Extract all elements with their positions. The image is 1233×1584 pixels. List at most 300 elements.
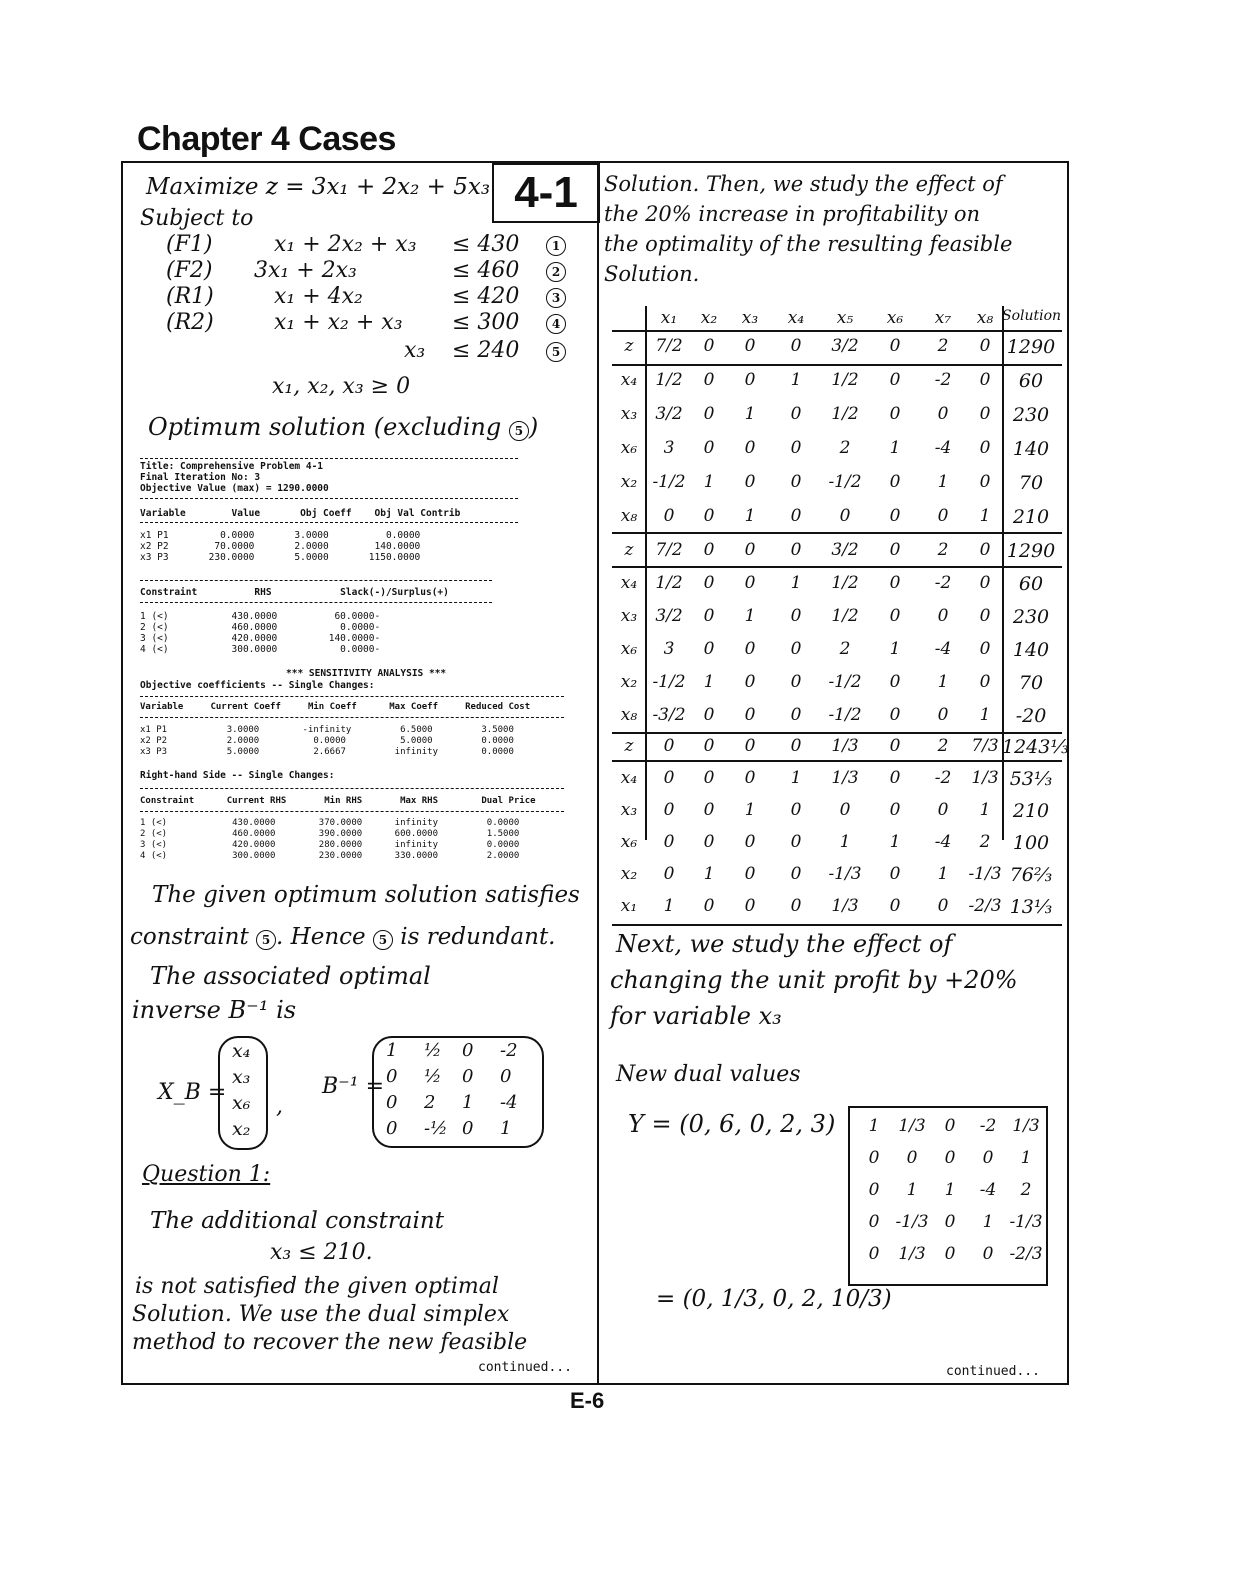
report-divider xyxy=(140,602,492,603)
tableau-cell: 3 xyxy=(663,639,675,659)
tableau-cell: 1/2 xyxy=(831,573,859,593)
binv-entry: 0 xyxy=(462,1118,474,1139)
tableau-cell: 0 xyxy=(979,540,991,560)
tableau-cell: 1/2 xyxy=(831,370,859,390)
binv-label: B⁻¹ = xyxy=(322,1074,385,1099)
tableau-cell: 0 xyxy=(889,705,901,725)
tableau-cell: 0 xyxy=(703,896,715,916)
constraint-expression: x₁ + 4x₂ xyxy=(274,284,363,309)
xb-entry: x₃ xyxy=(232,1066,251,1088)
constraint-rhs: ≤ 460 xyxy=(452,258,520,283)
tableau-cell: 0 xyxy=(979,639,991,659)
right-paragraph-line: Solution. xyxy=(604,262,700,286)
tableau-cell: 0 xyxy=(790,606,802,626)
tableau-cell: 0 xyxy=(744,573,756,593)
tableau-cell: x₆ xyxy=(620,438,638,458)
tableau-cell: 0 xyxy=(979,370,991,390)
tableau-cell: 7/3 xyxy=(971,736,999,756)
tableau-cell: 0 xyxy=(744,736,756,756)
tableau-cell: 1 xyxy=(744,800,756,820)
tableau-cell: 1290 xyxy=(1006,540,1056,562)
tableau-cell: -3/2 xyxy=(652,705,686,725)
tableau-cell: 0 xyxy=(979,472,991,492)
dual-matrix-entry: 1/3 xyxy=(1012,1116,1040,1136)
circled-number: 5 xyxy=(546,342,566,362)
tableau-cell: 0 xyxy=(790,896,802,916)
tableau-cell: 0 xyxy=(937,404,949,424)
constraint-rhs: ≤ 240 xyxy=(452,338,520,363)
tableau-cell: 1 xyxy=(979,800,991,820)
tableau-cell: 0 xyxy=(979,573,991,593)
tableau-cell: 0 xyxy=(979,606,991,626)
tableau-cell: z xyxy=(624,540,634,560)
tableau-cell: 0 xyxy=(889,672,901,692)
tableau-cell: -4 xyxy=(934,438,952,458)
note-line: The given optimum solution satisfies xyxy=(152,882,580,908)
constraint-row: 3 (<) 420.0000 140.0000- xyxy=(140,633,381,644)
tableau-cell: 1/2 xyxy=(831,404,859,424)
tableau-cell: 3/2 xyxy=(831,336,859,356)
tableau-cell: 2 xyxy=(839,639,851,659)
tableau-cell: 0 xyxy=(889,336,901,356)
dual-matrix-entry: 0 xyxy=(944,1244,956,1264)
tableau-cell: 0 xyxy=(937,506,949,526)
tableau-cell: 2 xyxy=(937,540,949,560)
tableau-cell: 70 xyxy=(1018,472,1044,494)
dual-heading: New dual values xyxy=(616,1062,801,1087)
note-text: . Hence xyxy=(276,924,366,950)
tableau-cell: 1 xyxy=(889,832,901,852)
tableau-cell: -1/2 xyxy=(652,472,686,492)
tableau-cell: 1 xyxy=(663,896,675,916)
dual-matrix-entry: 1/3 xyxy=(898,1244,926,1264)
report-iteration: Final Iteration No: 3 xyxy=(140,472,261,483)
binv-entry: 0 xyxy=(462,1066,474,1087)
tableau-cell: 0 xyxy=(790,832,802,852)
tableau-cell: 140 xyxy=(1012,639,1050,661)
tableau-cell: 7/2 xyxy=(655,540,683,560)
tableau-cell: 1/3 xyxy=(831,736,859,756)
dual-matrix-entry: 1/3 xyxy=(898,1116,926,1136)
tableau-cell: -1/3 xyxy=(968,864,1002,884)
tableau-cell: 0 xyxy=(663,736,675,756)
tableau-cell: 0 xyxy=(663,832,675,852)
tableau-cell: 1 xyxy=(937,672,949,692)
tableau-cell: 0 xyxy=(790,336,802,356)
tableau-cell: 0 xyxy=(979,672,991,692)
tableau-cell: x₂ xyxy=(620,864,638,884)
column-divider xyxy=(597,161,599,1383)
question-line: Solution. We use the dual simplex xyxy=(132,1302,510,1327)
rhs-row: 2 (<) 460.0000 390.0000 600.0000 1.5000 xyxy=(140,829,520,839)
binv-entry: 1 xyxy=(500,1118,512,1139)
question-line: is not satisfied the given optimal xyxy=(135,1274,499,1299)
tableau-cell: 0 xyxy=(889,404,901,424)
tableau-cell: 0 xyxy=(790,540,802,560)
tableau-cell: 76⅔ xyxy=(1009,864,1053,886)
tableau-cell: 0 xyxy=(790,705,802,725)
constraint-expression: x₃ xyxy=(404,338,426,363)
optimum-heading: Optimum solution (excluding 5 ) xyxy=(148,413,539,441)
tableau-cell: 0 xyxy=(744,705,756,725)
tableau-cell: 0 xyxy=(889,573,901,593)
dual-matrix-entry: 0 xyxy=(982,1148,994,1168)
binv-entry: 2 xyxy=(424,1092,436,1113)
sensitivity-row: x2 P2 2.0000 0.0000 5.0000 0.0000 xyxy=(140,736,514,746)
tableau-cell: x₃ xyxy=(620,800,638,820)
tableau-header-cell: Solution xyxy=(1002,308,1062,324)
tableau-header-cell: x₆ xyxy=(886,308,904,328)
binv-entry: -4 xyxy=(500,1092,518,1113)
tableau-header-cell: x₁ xyxy=(660,308,678,328)
tableau-cell: 0 xyxy=(979,438,991,458)
tableau-cell: -4 xyxy=(934,639,952,659)
constraint-rhs: ≤ 420 xyxy=(452,284,520,309)
tableau-cell: 0 xyxy=(744,540,756,560)
tableau-cell: 0 xyxy=(703,370,715,390)
tableau-cell: 0 xyxy=(790,506,802,526)
dual-matrix-entry: 1 xyxy=(1020,1148,1032,1168)
tableau-cell: 0 xyxy=(703,573,715,593)
tableau-cell: 0 xyxy=(663,800,675,820)
tableau-cell: x₂ xyxy=(620,472,638,492)
tableau-cell: -2/3 xyxy=(968,896,1002,916)
tableau-cell: 0 xyxy=(937,606,949,626)
tableau-cell: 1 xyxy=(979,705,991,725)
tableau-cell: 0 xyxy=(937,705,949,725)
tableau-cell: 0 xyxy=(703,336,715,356)
dual-matrix-entry: 2 xyxy=(1020,1180,1032,1200)
tableau-cell: 1/3 xyxy=(831,768,859,788)
tableau-cell: 0 xyxy=(889,864,901,884)
tableau-cell: 0 xyxy=(703,404,715,424)
dual-matrix-entry: 0 xyxy=(944,1212,956,1232)
tableau-cell: -2 xyxy=(934,768,952,788)
xb-entry: x₆ xyxy=(232,1092,251,1114)
tableau-cell: 210 xyxy=(1012,506,1050,528)
nonnegativity: x₁, x₂, x₃ ≥ 0 xyxy=(272,374,411,399)
tableau-cell: 0 xyxy=(703,800,715,820)
tableau-cell: 0 xyxy=(790,639,802,659)
question-line: The additional constraint xyxy=(150,1208,444,1234)
dual-matrix-entry: 0 xyxy=(868,1180,880,1200)
tableau-cell: 0 xyxy=(703,736,715,756)
tableau-cell: 1 xyxy=(703,472,715,492)
tableau-cell: 70 xyxy=(1018,672,1044,694)
report-divider xyxy=(140,696,564,697)
report-divider xyxy=(140,458,518,459)
binv-entry: ½ xyxy=(424,1066,442,1087)
next-line: changing the unit profit by +20% xyxy=(610,966,1018,994)
tableau-cell: 0 xyxy=(889,768,901,788)
tableau-cell: 0 xyxy=(889,896,901,916)
tableau-cell: x₃ xyxy=(620,606,638,626)
binv-entry: -½ xyxy=(424,1118,448,1139)
constraint-row: 1 (<) 430.0000 60.0000- xyxy=(140,611,381,622)
tableau-cell: 1 xyxy=(889,438,901,458)
binv-entry: -2 xyxy=(500,1040,518,1061)
constraint-expression: 3x₁ + 2x₃ xyxy=(254,258,357,283)
circled-number: 3 xyxy=(546,288,566,308)
tableau-cell: 3 xyxy=(663,438,675,458)
circled-number: 5 xyxy=(256,930,276,950)
sensitivity-row: x3 P3 5.0000 2.6667 infinity 0.0000 xyxy=(140,747,514,757)
constraint-name: (F2) xyxy=(166,258,213,283)
xb-entry: x₄ xyxy=(232,1040,251,1062)
tableau-cell: 60 xyxy=(1018,370,1044,392)
continued-label: continued... xyxy=(478,1360,572,1375)
right-paragraph-line: the 20% increase in profitability on xyxy=(604,202,981,226)
chapter-title: Chapter 4 Cases xyxy=(137,120,396,158)
constraint-row: 2 (<) 460.0000 0.0000- xyxy=(140,622,381,633)
tableau-cell: 0 xyxy=(703,606,715,626)
tableau-cell: 1/3 xyxy=(831,896,859,916)
tableau-cell: 1/3 xyxy=(971,768,999,788)
tableau-cell: 1 xyxy=(979,506,991,526)
sensitivity-row: x1 P1 3.0000 -infinity 6.5000 3.5000 xyxy=(140,725,514,735)
binv-entry: 0 xyxy=(386,1092,398,1113)
tableau-cell: 0 xyxy=(979,404,991,424)
tableau-cell: x₆ xyxy=(620,832,638,852)
tableau-cell: 3/2 xyxy=(831,540,859,560)
tableau-cell: 0 xyxy=(937,800,949,820)
tableau-cell: x₂ xyxy=(620,672,638,692)
tableau-cell: 100 xyxy=(1012,832,1050,854)
dual-matrix-entry: 1 xyxy=(906,1180,918,1200)
tableau-cell: 0 xyxy=(663,506,675,526)
tableau-cell: 2 xyxy=(937,736,949,756)
tableau-cell: 1 xyxy=(790,573,802,593)
tableau-cell: -1/2 xyxy=(828,705,862,725)
dual-result: = (0, 1/3, 0, 2, 10/3) xyxy=(656,1286,892,1312)
tableau-cell: 1 xyxy=(839,832,851,852)
circled-number: 5 xyxy=(509,421,529,441)
next-line: for variable x₃ xyxy=(610,1002,782,1030)
tableau-cell: 0 xyxy=(839,506,851,526)
dual-matrix-entry: -2 xyxy=(979,1116,997,1136)
tableau-cell: 1290 xyxy=(1006,336,1056,358)
tableau-cell: 0 xyxy=(744,472,756,492)
tableau-cell: -4 xyxy=(934,832,952,852)
tableau-cell: 0 xyxy=(979,336,991,356)
report-divider xyxy=(140,580,492,581)
variable-row: x2 P2 70.0000 2.0000 140.0000 xyxy=(140,541,421,552)
dual-matrix-entry: 0 xyxy=(868,1148,880,1168)
tableau-cell: -2 xyxy=(934,573,952,593)
tableau-cell: 230 xyxy=(1012,606,1050,628)
tableau-cell: 0 xyxy=(744,336,756,356)
tableau-cell: 2 xyxy=(937,336,949,356)
tableau-rule xyxy=(612,732,1062,734)
tableau-cell: x₄ xyxy=(620,768,638,788)
tableau-cell: 1 xyxy=(937,864,949,884)
xb-label: X_B = xyxy=(158,1080,227,1105)
tableau-cell: -1/2 xyxy=(828,672,862,692)
dual-matrix-entry: -4 xyxy=(979,1180,997,1200)
tableau-cell: 13⅓ xyxy=(1009,896,1053,918)
dual-matrix-entry: 0 xyxy=(868,1212,880,1232)
binv-entry: 1 xyxy=(462,1092,474,1113)
tableau-cell: 1 xyxy=(703,672,715,692)
tableau-cell: 210 xyxy=(1012,800,1050,822)
constraint-row: 4 (<) 300.0000 0.0000- xyxy=(140,644,381,655)
tableau-cell: 0 xyxy=(889,540,901,560)
tableau-cell: 1 xyxy=(937,472,949,492)
tableau-rule xyxy=(612,364,1062,366)
tableau-cell: x₈ xyxy=(620,705,638,725)
tableau-cell: 1 xyxy=(744,606,756,626)
right-paragraph-line: Solution. Then, we study the effect of xyxy=(604,172,1003,196)
binv-entry: 0 xyxy=(500,1066,512,1087)
circled-number: 5 xyxy=(373,930,393,950)
tableau-cell: 3/2 xyxy=(655,404,683,424)
tableau-cell: 0 xyxy=(703,639,715,659)
dual-matrix-entry: 1 xyxy=(982,1212,994,1232)
tableau-cell: x₄ xyxy=(620,573,638,593)
report-divider xyxy=(140,811,564,812)
report-divider xyxy=(140,717,564,718)
tableau-cell: 0 xyxy=(889,506,901,526)
report-divider xyxy=(140,788,564,789)
tableau-rule xyxy=(612,760,1062,762)
tableau-cell: 0 xyxy=(703,506,715,526)
tableau-cell: 0 xyxy=(744,768,756,788)
circled-number: 2 xyxy=(546,262,566,282)
variable-table-header: Variable Value Obj Coeff Obj Val Contrib xyxy=(140,508,461,519)
dual-matrix-entry: 0 xyxy=(944,1116,956,1136)
tableau-header-cell: x₃ xyxy=(741,308,759,328)
optimum-heading-text: Optimum solution (excluding xyxy=(148,413,502,441)
tableau-cell: 1243⅓ xyxy=(1002,736,1069,758)
tableau-cell: 0 xyxy=(790,800,802,820)
tableau-cell: 0 xyxy=(889,472,901,492)
tableau-cell: 1/2 xyxy=(655,370,683,390)
rhs-changes-label: Right-hand Side -- Single Changes: xyxy=(140,770,335,781)
dual-matrix-entry: 1 xyxy=(868,1116,880,1136)
tableau-cell: 0 xyxy=(663,864,675,884)
rhs-row: 3 (<) 420.0000 280.0000 infinity 0.0000 xyxy=(140,840,520,850)
rhs-table-header: Constraint Current RHS Min RHS Max RHS Dual Price xyxy=(140,796,536,806)
dual-matrix-entry: 1 xyxy=(944,1180,956,1200)
variable-row: x1 P1 0.0000 3.0000 0.0000 xyxy=(140,530,421,541)
tableau-cell: 0 xyxy=(790,864,802,884)
tableau-header-cell: x₄ xyxy=(787,308,805,328)
binv-entry: 0 xyxy=(386,1066,398,1087)
circled-number: 1 xyxy=(546,236,566,256)
rhs-row: 4 (<) 300.0000 230.0000 330.0000 2.0000 xyxy=(140,851,520,861)
report-divider xyxy=(140,498,518,499)
tableau-cell: 0 xyxy=(744,864,756,884)
note-line: inverse B⁻¹ is xyxy=(132,996,297,1024)
tableau-rule xyxy=(612,566,1062,568)
note-line: The associated optimal xyxy=(150,962,431,990)
tableau-cell: 0 xyxy=(744,896,756,916)
dual-matrix-entry: 0 xyxy=(944,1148,956,1168)
tableau-cell: 230 xyxy=(1012,404,1050,426)
tableau-header-cell: x₅ xyxy=(836,308,854,328)
tableau-cell: 0 xyxy=(703,832,715,852)
comma: , xyxy=(276,1094,283,1119)
tableau-cell: 0 xyxy=(703,705,715,725)
dual-matrix-entry: -1/3 xyxy=(895,1212,929,1232)
tableau-cell: z xyxy=(624,736,634,756)
binv-entry: 0 xyxy=(386,1118,398,1139)
tableau-cell: 0 xyxy=(703,438,715,458)
tableau-cell: 0 xyxy=(889,606,901,626)
tableau-cell: 53⅓ xyxy=(1009,768,1053,790)
next-line: Next, we study the effect of xyxy=(616,930,953,958)
binv-entry: 0 xyxy=(462,1040,474,1061)
dual-vector: Y = (0, 6, 0, 2, 3) xyxy=(628,1110,836,1138)
dual-matrix-entry: 0 xyxy=(982,1244,994,1264)
dual-matrix-entry: -2/3 xyxy=(1009,1244,1043,1264)
constraint-name: (F1) xyxy=(166,232,213,257)
circled-number: 4 xyxy=(546,314,566,334)
question-line: method to recover the new feasible xyxy=(132,1330,528,1355)
tableau-cell: 0 xyxy=(744,672,756,692)
tableau-cell: 0 xyxy=(889,800,901,820)
tableau-cell: 2 xyxy=(979,832,991,852)
continued-label: continued... xyxy=(946,1364,1040,1379)
question-heading: Question 1: xyxy=(142,1162,271,1187)
note-line xyxy=(130,924,556,950)
tableau-cell: 0 xyxy=(744,639,756,659)
tableau-cell: 1 xyxy=(744,506,756,526)
sensitivity-variable-header: Variable Current Coeff Min Coeff Max Coeff Reduced Cost xyxy=(140,702,531,712)
variable-row: x3 P3 230.0000 5.0000 1150.0000 xyxy=(140,552,421,563)
tableau-cell: 7/2 xyxy=(655,336,683,356)
tableau-cell: 1 xyxy=(790,370,802,390)
tableau-cell: 0 xyxy=(744,438,756,458)
tableau-cell: 0 xyxy=(889,370,901,390)
tableau-cell: 0 xyxy=(790,736,802,756)
constraint-expression: x₁ + 2x₂ + x₃ xyxy=(274,232,417,257)
rhs-row: 1 (<) 430.0000 370.0000 infinity 0.0000 xyxy=(140,818,520,828)
tableau-cell: 0 xyxy=(839,800,851,820)
constraint-table-header: Constraint RHS Slack(-)/Surplus(+) xyxy=(140,587,449,598)
constraint-rhs: ≤ 300 xyxy=(452,310,520,335)
constraint-rhs: ≤ 430 xyxy=(452,232,520,257)
dual-matrix-entry: -1/3 xyxy=(1009,1212,1043,1232)
dual-matrix-entry: 0 xyxy=(868,1244,880,1264)
tableau-cell: x₁ xyxy=(620,896,638,916)
xb-entry: x₂ xyxy=(232,1118,251,1140)
tableau-cell: -20 xyxy=(1015,705,1047,727)
tableau-cell: x₄ xyxy=(620,370,638,390)
tableau-cell: 3/2 xyxy=(655,606,683,626)
constraint-expression: x₁ + x₂ + x₃ xyxy=(274,310,403,335)
tableau-cell: 140 xyxy=(1012,438,1050,460)
note-text: constraint xyxy=(130,924,249,950)
tableau-cell: z xyxy=(624,336,634,356)
question-line: x₃ ≤ 210. xyxy=(270,1240,373,1265)
tableau-cell: -1/2 xyxy=(828,472,862,492)
tableau-cell: 0 xyxy=(663,768,675,788)
case-badge: 4-1 xyxy=(492,163,600,223)
tableau-cell: 1 xyxy=(790,768,802,788)
tableau-cell: 0 xyxy=(790,672,802,692)
tableau-cell: x₆ xyxy=(620,639,638,659)
binv-entry: 1 xyxy=(386,1040,398,1061)
note-text: is redundant. xyxy=(400,924,556,950)
tableau-cell: 0 xyxy=(703,768,715,788)
tableau-cell: x₃ xyxy=(620,404,638,424)
tableau-cell: 60 xyxy=(1018,573,1044,595)
tableau-cell: 1 xyxy=(744,404,756,424)
tableau-cell: 1/2 xyxy=(831,606,859,626)
report-objective: Objective Value (max) = 1290.0000 xyxy=(140,483,329,494)
tableau-cell: -1/2 xyxy=(652,672,686,692)
